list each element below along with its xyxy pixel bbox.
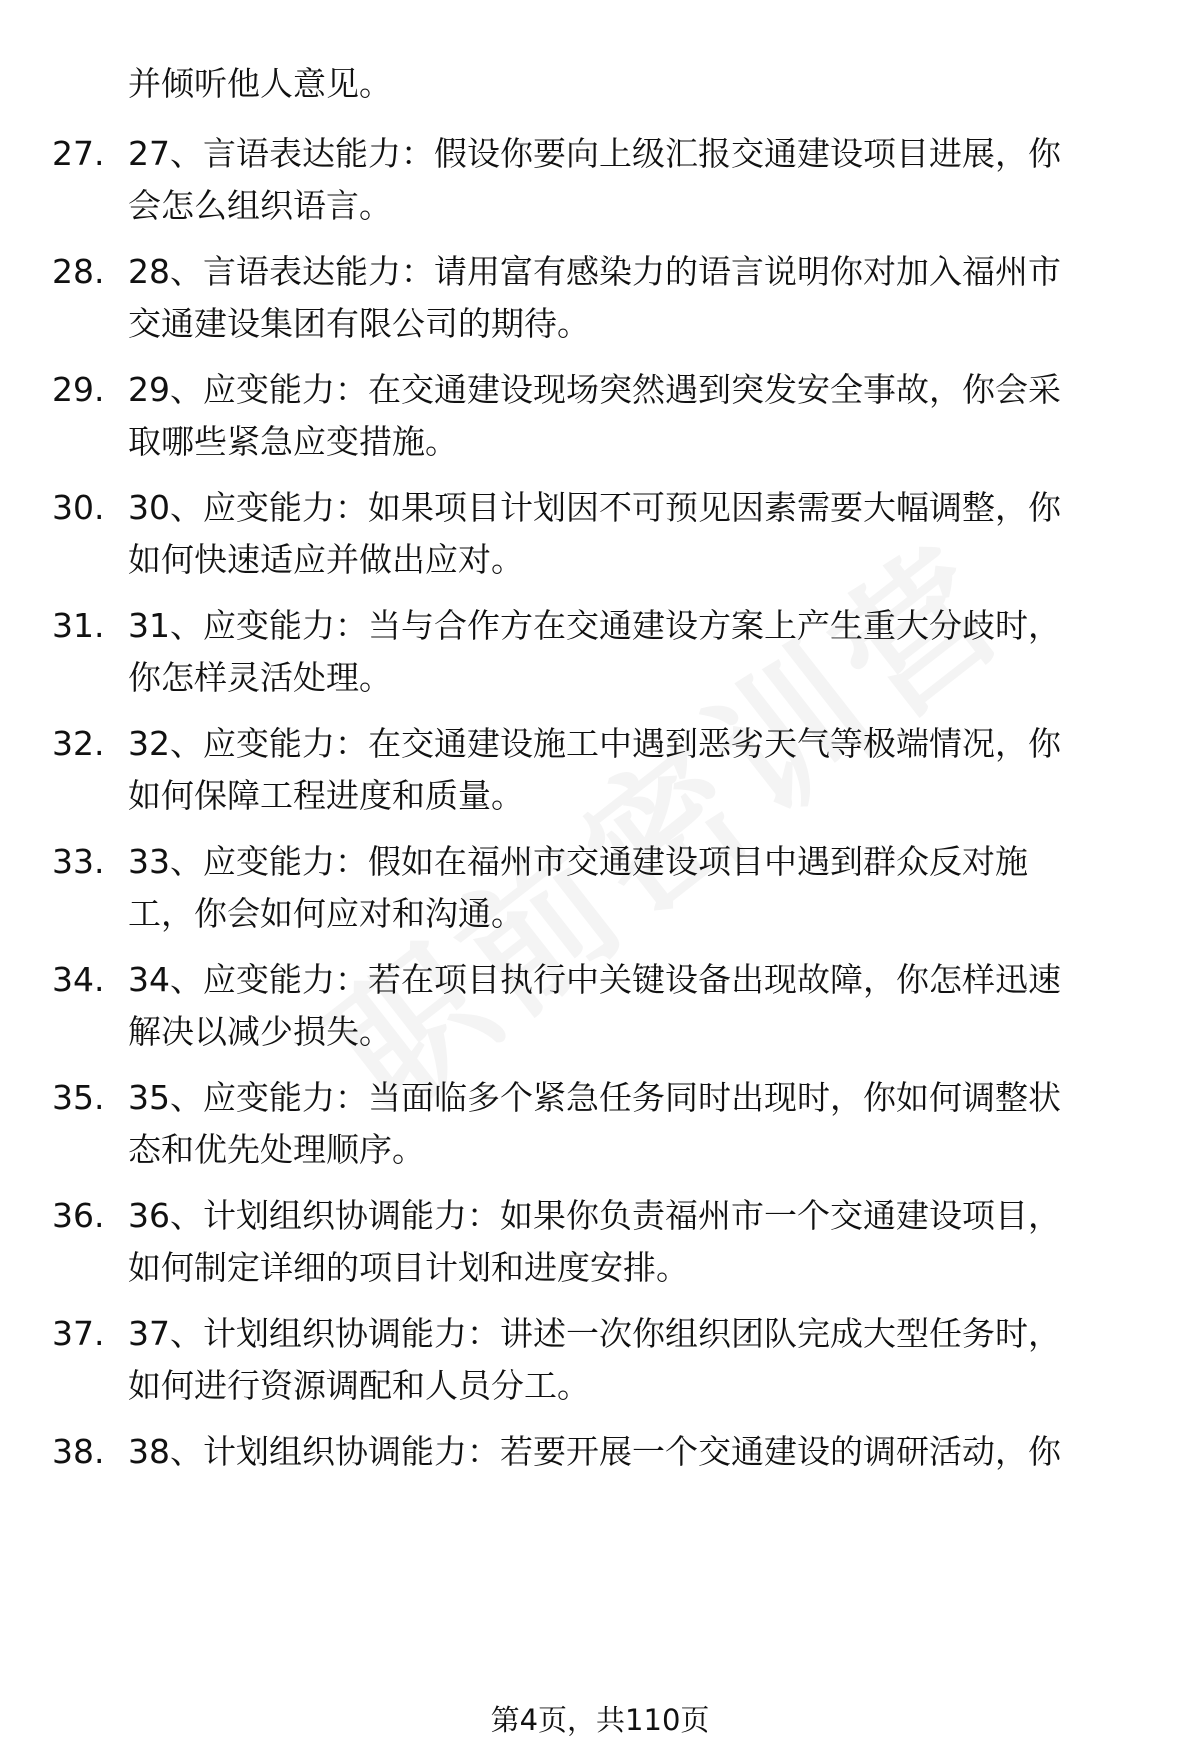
item-number: 33. (52, 842, 105, 881)
item-line: 35、应变能力：当面临多个紧急任务同时出现时，你如何调整状 (128, 1078, 1061, 1117)
item-line: 34、应变能力：若在项目执行中关键设备出现故障，你怎样迅速 (128, 960, 1061, 999)
continuation-line: 并倾听他人意见。 (128, 64, 392, 103)
item-number: 37. (52, 1314, 105, 1353)
item-text (128, 1308, 1158, 1412)
item-number: 34. (52, 960, 105, 999)
item-line: 态和优先处理顺序。 (128, 1130, 425, 1169)
item-line: 38、计划组织协调能力：若要开展一个交通建设的调研活动，你 (128, 1432, 1061, 1471)
item-line: 会怎么组织语言。 (128, 186, 392, 225)
item-line: 如何保障工程进度和质量。 (128, 776, 524, 815)
item-line: 37、计划组织协调能力：讲述一次你组织团队完成大型任务时， (128, 1314, 1061, 1353)
item-line: 33、应变能力：假如在福州市交通建设项目中遇到群众反对施 (128, 842, 1028, 881)
item-line: 工，你会如何应对和沟通。 (128, 894, 524, 933)
item-text (128, 246, 1158, 350)
item-text (128, 836, 1158, 940)
item-text (128, 954, 1158, 1058)
item-number: 32. (52, 724, 105, 763)
item-line: 36、计划组织协调能力：如果你负责福州市一个交通建设项目， (128, 1196, 1061, 1235)
item-text (128, 1190, 1158, 1294)
item-text (128, 128, 1158, 232)
item-text (128, 1072, 1158, 1176)
item-line: 28、言语表达能力：请用富有感染力的语言说明你对加入福州市 (128, 252, 1061, 291)
item-text (128, 364, 1158, 468)
item-number: 38. (52, 1432, 105, 1471)
item-line: 你怎样灵活处理。 (128, 658, 392, 697)
item-text (128, 1426, 1158, 1478)
item-line: 如何制定详细的项目计划和进度安排。 (128, 1248, 689, 1287)
item-line: 29、应变能力：在交通建设现场突然遇到突发安全事故，你会采 (128, 370, 1061, 409)
item-line: 如何快速适应并做出应对。 (128, 540, 524, 579)
item-number: 30. (52, 488, 105, 527)
item-text (128, 482, 1158, 586)
item-line: 30、应变能力：如果项目计划因不可预见因素需要大幅调整，你 (128, 488, 1061, 527)
item-text (128, 600, 1158, 704)
item-line: 32、应变能力：在交通建设施工中遇到恶劣天气等极端情况，你 (128, 724, 1061, 763)
item-line: 解决以减少损失。 (128, 1012, 392, 1051)
item-number: 28. (52, 252, 105, 291)
item-line: 27、言语表达能力：假设你要向上级汇报交通建设项目进展，你 (128, 134, 1061, 173)
item-line: 31、应变能力：当与合作方在交通建设方案上产生重大分歧时， (128, 606, 1061, 645)
item-line: 交通建设集团有限公司的期待。 (128, 304, 590, 343)
item-number: 36. (52, 1196, 105, 1235)
item-number: 31. (52, 606, 105, 645)
item-number: 29. (52, 370, 105, 409)
item-text (128, 718, 1158, 822)
page-footer: 第4页，共110页 (490, 1703, 710, 1737)
item-line: 如何进行资源调配和人员分工。 (128, 1366, 590, 1405)
item-line: 取哪些紧急应变措施。 (128, 422, 458, 461)
item-number: 27. (52, 134, 105, 173)
item-number: 35. (52, 1078, 105, 1117)
